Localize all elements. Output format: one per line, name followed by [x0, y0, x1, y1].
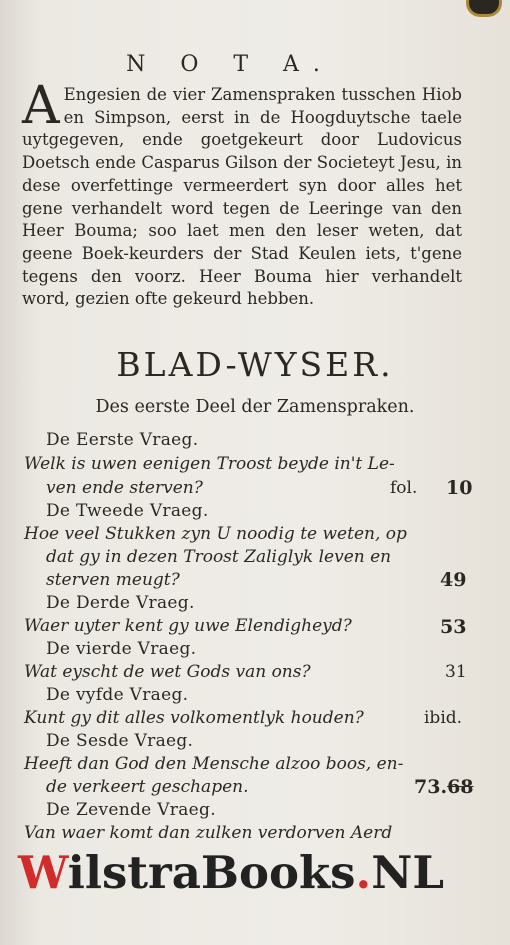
question-text: Welk is uwen eenigen Troost beyde in't Le-: [24, 454, 395, 474]
page-number: ibid.: [424, 708, 463, 728]
question-text: Waer uyter kent gy uwe Elendigheyd?: [24, 616, 352, 636]
question-text: sterven meugt?: [46, 570, 180, 590]
page-number-new: 73: [414, 776, 441, 798]
page-number-struck: 68: [447, 776, 474, 798]
page-number: 73.68: [414, 776, 474, 798]
question-label: De vierde Vraeg.: [46, 639, 197, 659]
page-number: 31: [445, 662, 467, 682]
question-text: Hoe veel Stukken zyn U noodig te weten, op: [24, 524, 407, 544]
question-text: ven ende sterven?: [46, 478, 203, 498]
question-label: De Sesde Vraeg.: [46, 731, 194, 751]
wilstrabooks-watermark: [18, 846, 498, 906]
nota-body: Engesien de vier Zamenspraken tusschen Hiob en Simpson, eerst in de Hoogduytsche taele uytgegeven, ende goetgekeurt door Ludovicus Doetsch ende Casparus Gilson der Societeyt Jesu, in dese overfettinge vermeerdert syn door alles het gene verhandelt word tegen de Leeringe van den Heer Bouma; soo laet men den leser weten, dat geene Boek-keurders der Stad Keulen iets, t'gene tegens den voorz. Heer Bouma hier verhandelt word, gezien ofte gekeurd hebben.: [22, 85, 462, 309]
question-label: De Derde Vraeg.: [46, 593, 195, 613]
watermark-w: W: [18, 846, 68, 899]
question-label: De Zevende Vraeg.: [46, 800, 216, 820]
question-text: de verkeert geschapen.: [46, 777, 249, 797]
question-label: De Tweede Vraeg.: [46, 501, 209, 521]
question-label: De Eerste Vraeg.: [46, 430, 199, 450]
question-text: Kunt gy dit alles volkomentlyk houden?: [24, 708, 364, 728]
question-text: dat gy in dezen Troost Zaliglyk leven en: [46, 547, 392, 567]
question-text: Wat eyscht de wet Gods van ons?: [24, 662, 311, 682]
question-text: Van waer komt dan zulken verdorven Aerd: [24, 823, 393, 843]
page-number: 10: [446, 477, 473, 499]
page-number: 53: [440, 616, 467, 638]
watermark-middle: ilstraBooks: [67, 846, 356, 899]
index-subheading: Des eerste Deel der Zamenspraken.: [95, 397, 415, 417]
page-prefix: fol.: [390, 478, 418, 498]
question-label: De vyfde Vraeg.: [46, 685, 189, 705]
watermark-dot: .: [355, 846, 372, 899]
dropcap: A: [22, 76, 60, 136]
watermark-suffix: NL: [371, 846, 444, 899]
nota-paragraph: [22, 76, 462, 311]
metal-clip: [466, 0, 502, 17]
question-text: Heeft dan God den Mensche alzoo boos, en-: [24, 754, 404, 774]
page-number: 49: [440, 569, 467, 591]
index-heading: BLAD-WYSER.: [116, 345, 394, 384]
nota-title: N O T A.: [126, 52, 334, 77]
